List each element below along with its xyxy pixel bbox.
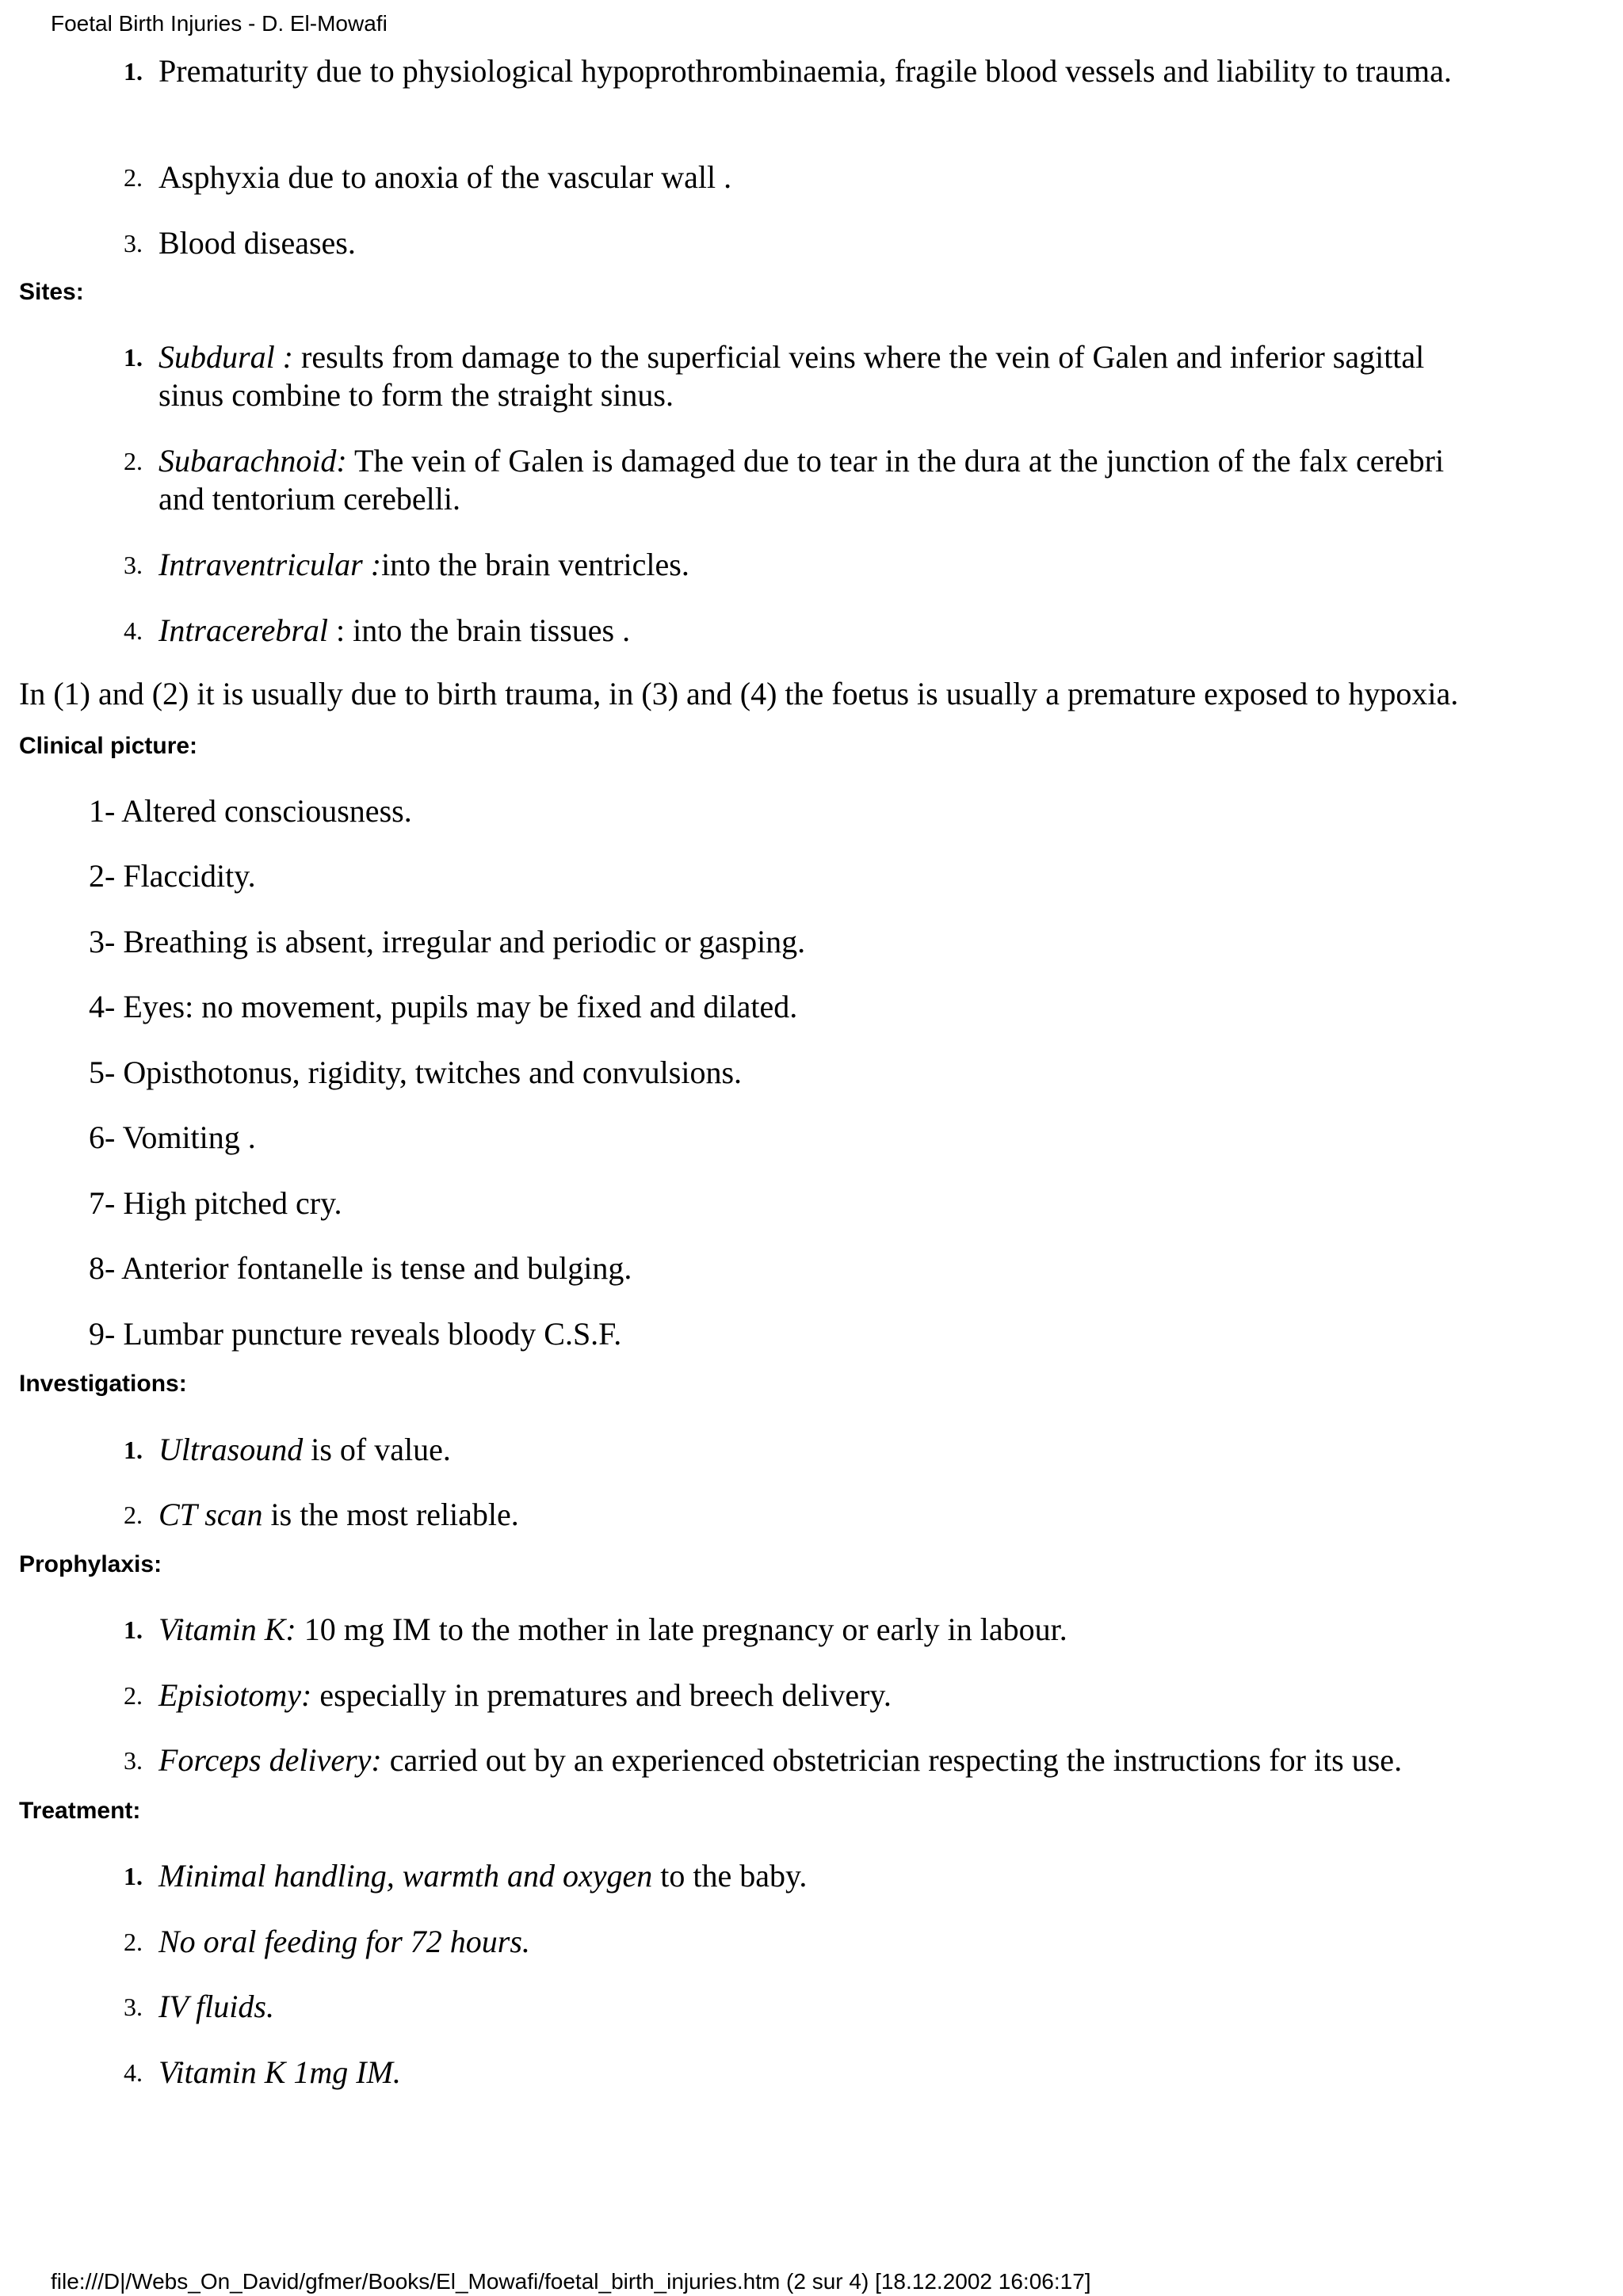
list-item	[158, 546, 1474, 584]
clinical-item: 9- Lumbar puncture reveals bloody C.S.F.	[89, 1316, 622, 1352]
list-item	[158, 1741, 1601, 1779]
item-text: is of value.	[303, 1432, 451, 1467]
item-text: carried out by an experienced obstetrician respecting the instructions for its use.	[381, 1742, 1403, 1778]
item-term: Vitamin K 1mg IM.	[158, 2054, 401, 2090]
list-item	[158, 1496, 1474, 1534]
clinical-item: 3- Breathing is absent, irregular and periodic or gasping.	[89, 924, 806, 959]
list-number: 3.	[124, 551, 143, 579]
section-heading-investigations: Investigations:	[19, 1371, 187, 1397]
list-item	[158, 1988, 1474, 2026]
list-number: 1.	[124, 1862, 143, 1890]
section-heading-prophylaxis: Prophylaxis:	[19, 1551, 162, 1577]
item-term: Intracerebral	[158, 612, 329, 648]
list-item	[158, 612, 1474, 650]
item-term: Subdural :	[158, 339, 293, 375]
list-number: 1.	[124, 57, 143, 86]
sites-note: In (1) and (2) it is usually due to birth trauma, in (3) and (4) the foetus is usually a premature exposed to hypoxia.	[19, 676, 1459, 711]
list-item	[158, 1676, 1474, 1714]
item-term: CT scan	[158, 1497, 263, 1532]
section-heading-treatment: Treatment:	[19, 1798, 141, 1824]
section-heading-sites: Sites:	[19, 279, 84, 305]
item-term: Vitamin K:	[158, 1611, 296, 1647]
list-number: 2.	[124, 163, 143, 192]
clinical-item: 4- Eyes: no movement, pupils may be fixed and dilated.	[89, 989, 798, 1024]
list-item: Blood diseases.	[158, 225, 356, 261]
item-text: especially in prematures and breech delivery.	[311, 1677, 892, 1713]
list-number: 2.	[124, 1928, 143, 1956]
item-text: is the most reliable.	[262, 1497, 519, 1532]
item-term: IV fluids.	[158, 1989, 274, 2024]
item-term: Intraventricular :	[158, 547, 382, 582]
clinical-item: 8- Anterior fontanelle is tense and bulging.	[89, 1250, 632, 1286]
clinical-item: 7- High pitched cry.	[89, 1185, 342, 1221]
list-item	[158, 1923, 1474, 1961]
list-item	[158, 1857, 1474, 1895]
page-footer-path: file:///D|/Webs_On_David/gfmer/Books/El_Mowafi/foetal_birth_injuries.htm (2 sur 4) [18.12.2002 16:06:17]	[51, 2269, 1091, 2294]
item-term: Subarachnoid:	[158, 443, 347, 479]
item-term: Forceps delivery:	[158, 1742, 382, 1778]
item-text: into the brain ventricles.	[381, 547, 689, 582]
list-item	[158, 2054, 1474, 2092]
list-item	[158, 1611, 1474, 1649]
list-number: 3.	[124, 1993, 143, 2021]
clinical-item: 1- Altered consciousness.	[89, 793, 412, 829]
item-term: No oral feeding for 72 hours.	[158, 1924, 530, 1959]
list-number: 2.	[124, 447, 143, 475]
list-number: 4.	[124, 2058, 143, 2087]
list-number: 3.	[124, 1746, 143, 1775]
item-text: : into the brain tissues .	[328, 612, 631, 648]
list-item: Prematurity due to physiological hypoprothrombinaemia, fragile blood vessels and liability to trauma.	[158, 53, 1452, 89]
list-item	[158, 442, 1474, 518]
list-item	[158, 1431, 1474, 1469]
clinical-item: 2- Flaccidity.	[89, 858, 256, 894]
section-heading-clinical-picture: Clinical picture:	[19, 733, 198, 759]
list-number: 3.	[124, 229, 143, 257]
item-term: Minimal handling, warmth and oxygen	[158, 1858, 653, 1894]
item-text: 10 mg IM to the mother in late pregnancy or early in labour.	[296, 1611, 1067, 1647]
item-text: The vein of Galen is damaged due to tear in the dura at the junction of the falx cerebri and tentorium cerebelli.	[158, 443, 1445, 517]
clinical-item: 5- Opisthotonus, rigidity, twitches and convulsions.	[89, 1055, 743, 1090]
page-header-title: Foetal Birth Injuries - D. El-Mowafi	[51, 11, 388, 36]
item-text: results from damage to the superficial veins where the vein of Galen and inferior sagittal sinus combine to form the straight sinus.	[158, 339, 1425, 413]
item-term: Ultrasound	[158, 1432, 304, 1467]
item-term: Episiotomy:	[158, 1677, 312, 1713]
item-text: to the baby.	[652, 1858, 808, 1894]
list-number: 1.	[124, 1436, 143, 1464]
list-number: 2.	[124, 1501, 143, 1529]
clinical-item: 6- Vomiting .	[89, 1119, 256, 1155]
list-number: 4.	[124, 616, 143, 645]
list-item: Asphyxia due to anoxia of the vascular wall .	[158, 159, 732, 195]
list-number: 1.	[124, 343, 143, 372]
list-item	[158, 338, 1474, 414]
list-number: 1.	[124, 1615, 143, 1644]
list-number: 2.	[124, 1681, 143, 1710]
